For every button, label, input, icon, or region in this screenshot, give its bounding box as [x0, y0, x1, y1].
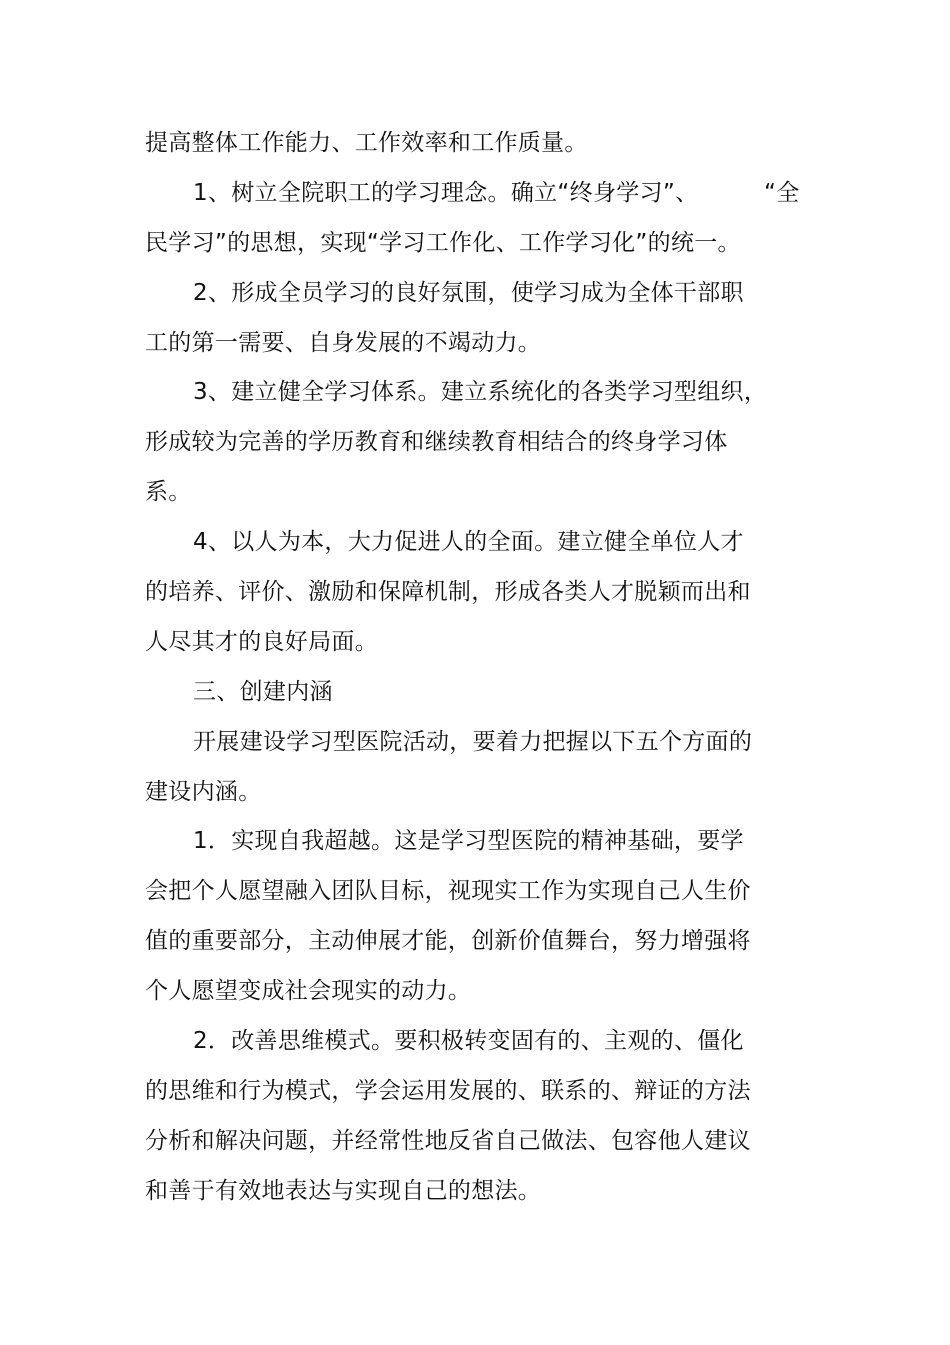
text-line: 值的重要部分，主动伸展才能，创新价值舞台，努力增强将	[145, 928, 751, 954]
text-line: 分析和解决问题，并经常性地反省自己做法、包容他人建议	[145, 1128, 751, 1154]
text-line: 3、建立健全学习体系。建立系统化的各类学习型组织，	[193, 379, 768, 405]
text-line: 建设内涵。	[145, 779, 262, 805]
text-line: 4、以人为本，大力促进人的全面。建立健全单位人才	[193, 529, 744, 555]
text-line: 形成较为完善的学历教育和继续教育相结合的终身学习体	[145, 429, 728, 455]
text-line: 2．改善思维模式。要积极转变固有的、主观的、僵化	[193, 1028, 744, 1054]
section-heading: 三、创建内涵	[193, 679, 333, 705]
text-line: 2、形成全员学习的良好氛围，使学习成为全体干部职	[193, 280, 744, 306]
text-line: 提高整体工作能力、工作效率和工作质量。	[145, 130, 588, 156]
text-line: 1、树立全院职工的学习理念。确立“终身学习”、	[193, 180, 699, 206]
text-line: 工的第一需要、自身发展的不竭动力。	[145, 330, 542, 356]
text-line: 1．实现自我超越。这是学习型医院的精神基础，要学	[193, 828, 744, 854]
text-line: 的培养、评价、激励和保障机制，形成各类人才脱颖而出和	[145, 579, 751, 605]
text-line: 会把个人愿望融入团队目标，视现实工作为实现自己人生价	[145, 878, 751, 904]
text-line: 个人愿望变成社会现实的动力。	[145, 978, 472, 1004]
text-line: 和善于有效地表达与实现自己的想法。	[145, 1178, 542, 1204]
text-line: “全	[764, 180, 800, 206]
text-line: 的思维和行为模式，学会运用发展的、联系的、辩证的方法	[145, 1078, 751, 1104]
text-line: 人尽其才的良好局面。	[145, 629, 378, 655]
text-line: 系。	[145, 479, 192, 505]
text-line: 开展建设学习型医院活动，要着力把握以下五个方面的	[193, 729, 753, 755]
text-line: 民学习”的思想，实现“学习工作化、工作学习化”的统一。	[145, 230, 741, 256]
